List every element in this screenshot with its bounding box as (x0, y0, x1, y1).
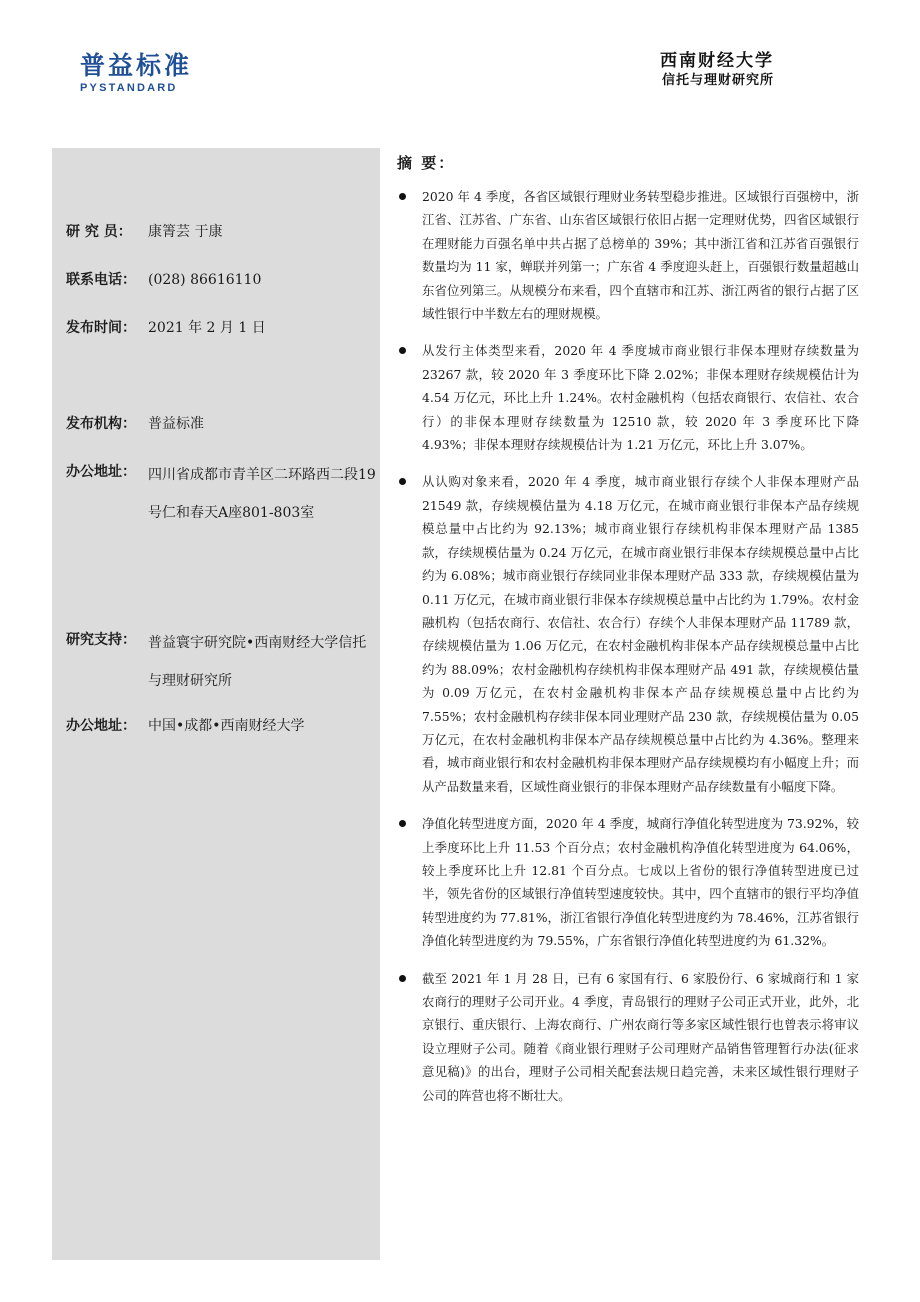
researchers-label: 研 究 员： (66, 224, 132, 240)
abstract-section (397, 152, 859, 1121)
bullet-icon (399, 820, 406, 827)
info-sidebar (52, 148, 380, 1260)
paragraph-text: 2020 年 4 季度，各省区域银行理财业务转型稳步推进。区域银行百强榜中，浙江省、江苏省、广东省、山东省区域银行依旧占据一定理财优势，四省区域银行在理财能力百强名单中共占据了总榜单的 39%；其中浙江省和江苏省百强银行数量均为 11 家，蝉联并列第一；广东省 4 季度迎头赶上，百强银行数量超越山东省位列第三。从规模分布来看，四个直辖市和江苏、浙江两省的银行占据了区域性银行中半数左右的理财规模。 (422, 189, 859, 322)
address-value: 四川省成都市青羊区二环路西二段19号仁和春天A座801-803室 (148, 467, 376, 521)
publisher-label: 发布机构： (66, 416, 136, 432)
publisher-row (66, 408, 376, 440)
bullet-icon (399, 193, 406, 200)
campus-address-value: 中国•成都•西南财经大学 (148, 718, 305, 734)
logo-english-name: PYSTANDARD (80, 82, 178, 94)
bullet-icon (399, 347, 406, 354)
phone-label: 联系电话： (66, 272, 136, 288)
address-row (66, 456, 376, 532)
institute-name: 信托与理财研究所 (661, 73, 774, 88)
abstract-title: 摘 要： (397, 154, 456, 172)
campus-address-label: 办公地址： (66, 718, 136, 734)
phone-value: (028) 86616110 (148, 272, 262, 288)
bullet-icon (399, 975, 406, 982)
university-name: 西南财经大学 (660, 51, 774, 71)
researchers-row (66, 216, 376, 248)
phone-row (66, 264, 376, 296)
campus-address-row (66, 710, 376, 742)
publisher-value: 普益标准 (148, 416, 204, 432)
abstract-paragraph (397, 470, 859, 798)
pystandard-logo (80, 52, 192, 94)
abstract-paragraph (397, 185, 859, 325)
paragraph-text: 净值化转型进度方面，2020 年 4 季度，城商行净值化转型进度为 73.92%，较上季度环比上升 11.53 个百分点；农村金融机构净值化转型进度为 64.06%，较上季度环比上升 12.81 个百分点。七成以上省份的银行净值转型进度已过半，领先省份的区域银行净值转型速度较快。其中，四个直辖市的银行平均净值转型进度约为 77.81%，浙江省银行净值化转型进度约为 78.46%，江苏省银行净值化转型进度约为 79.55%，广东省银行净值化转型进度约为 61.32%。 (422, 816, 859, 949)
support-row (66, 624, 376, 700)
paragraph-text: 从发行主体类型来看，2020 年 4 季度城市商业银行非保本理财存续数量为 23267 款，较 2020 年 3 季度环比下降 2.02%；非保本理财存续规模估计为 4.54 万亿元，环比上升 1.24%。农村金融机构（包括农商银行、农信社、农合行）的非保本理财存续数量为 12510 款，较 2020 年 3 季度环比下降 4.93%；非保本理财存续规模估计为 1.21 万亿元，环比上升 3.07%。 (422, 343, 859, 453)
abstract-paragraph (397, 339, 859, 456)
address-label: 办公地址： (66, 464, 136, 480)
date-row (66, 312, 376, 344)
date-label: 发布时间： (66, 320, 136, 336)
abstract-paragraph (397, 967, 859, 1107)
researchers-value: 康箐芸 于康 (148, 224, 223, 240)
support-value: 普益寰宇研究院•西南财经大学信托与理财研究所 (148, 635, 367, 689)
abstract-paragraph (397, 812, 859, 952)
date-value: 2021 年 2 月 1 日 (148, 320, 266, 336)
support-label: 研究支持： (66, 632, 136, 648)
logo-chinese-name: 普益标准 (80, 51, 193, 80)
bullet-icon (399, 478, 406, 485)
paragraph-text: 从认购对象来看，2020 年 4 季度，城市商业银行存续个人非保本理财产品 21549 款，存续规模估量为 4.18 万亿元，在城市商业银行非保本产品存续规模总量中占比约为 92.13%；城市商业银行存续机构非保本理财产品 1385 款，存续规模估量为 0.24 万亿元，在城市商业银行非保本存续规模总量中占比约为 6.08%；城市商业银行存续同业非保本理财产品 333 款，存续规模估量为 0.11 万亿元，在城市商业银行非保本存续规模总量中占比约为 1.79%。农村金融机构（包括农商行、农信社、农合行）存续个人非保本理财产品 11789 款，存续规模估量为 1.06 万亿元，在农村金融机构非保本产品存续规模总量中占比约为 88.09%；农村金融机构存续机构非保本理财产品 491 款，存续规模估量为 0.09 万亿元，在农村金融机构非保本产品存续规模总量中占比约为 7.55%；农村金融机构存续非保本同业理财产品 230 款，存续规模估量为 0.05 万亿元，在农村金融机构非保本产品存续规模总量中占比约为 4.36%。整理来看，城市商业银行和农村金融机构非保本理财产品存续规模均有小幅度上升；而从产品数量来看，区域性商业银行的非保本理财产品存续数量有小幅度下降。 (422, 474, 859, 794)
university-logo (660, 50, 774, 90)
paragraph-text: 截至 2021 年 1 月 28 日，已有 6 家国有行、6 家股份行、6 家城商行和 1 家农商行的理财子公司开业。4 季度，青岛银行的理财子公司正式开业，此外，北京银行、重庆银行、上海农商行、广州农商行等多家区域性银行也曾表示将审议设立理财子公司。随着《商业银行理财子公司理财产品销售管理暂行办法(征求意见稿)》的出台，理财子公司相关配套法规日趋完善，未来区域性银行理财子公司的阵营也将不断壮大。 (422, 970, 859, 1103)
